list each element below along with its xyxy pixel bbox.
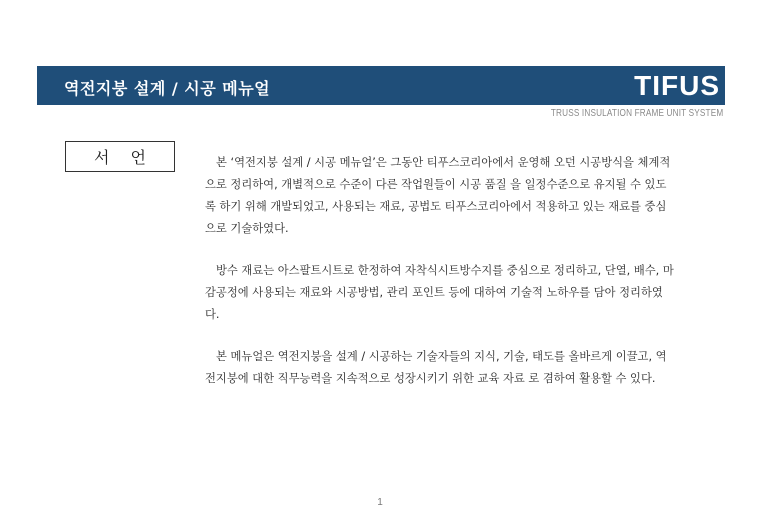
logo-tagline: TRUSS INSULATION FRAME UNIT SYSTEM <box>550 108 723 119</box>
tifus-logo: TIFUS <box>634 70 720 101</box>
section-title: 서 언 <box>94 148 154 167</box>
paragraph: 본 ‘역전지붕 설계 / 시공 메뉴얼’은 그동안 티푸스코리아에서 운영해 오던 시공방식을 체계적으로 정리하여, 개별적으로 수준이 다른 작업원들이 시공 품질 을 일정수준으로 유지될 수 있도록 하기 위해 개발되었고, 사용되는 재료, 공법도 티푸스코리아에서 적용하고 있는 재료를 중심으로 기술하였다. <box>205 156 671 235</box>
paragraph: 방수 재료는 아스팔트시트로 한정하여 자착식시트방수지를 중심으로 정리하고, 단열, 배수, 마감공정에 사용되는 재료와 시공방법, 관리 포인트 등에 대하여 기술적 노하우를 담아 정리하였다. <box>205 264 674 321</box>
page-number: 1 <box>377 497 383 508</box>
document-title: 역전지붕 설계 / 시공 메뉴얼 <box>64 79 271 98</box>
section-title-box <box>65 141 175 172</box>
body-text <box>205 152 675 410</box>
paragraph: 본 메뉴얼은 역전지붕을 설계 / 시공하는 기술자들의 지식, 기술, 태도를 올바르게 이끌고, 역전지붕에 대한 직무능력을 지속적으로 성장시키기 위한 교육 자료 로 겸하여 활용할 수 있다. <box>205 350 667 385</box>
